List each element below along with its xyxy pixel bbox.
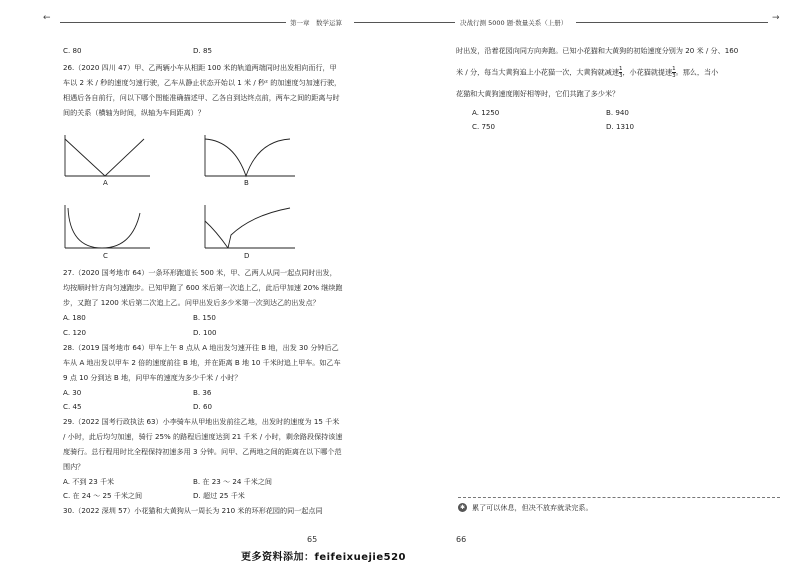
graph-a-label: A bbox=[103, 179, 108, 187]
footer-watermark: 更多资料添加：feifeixuejie520 bbox=[241, 552, 406, 563]
graph-b-label: B bbox=[244, 179, 249, 187]
graph-c-curve bbox=[68, 208, 140, 248]
book-header: 决战行测 5000 题·数量关系（上册） bbox=[460, 19, 568, 27]
encouragement-tip: 累了可以休息，但决不放弃就录完系。 bbox=[472, 503, 593, 512]
question-30-line-2 bbox=[456, 66, 718, 79]
question-30-line-2a: 米 / 分，每当大黄狗追上小花猫一次，大黄狗就减速 bbox=[456, 67, 619, 77]
q30-option-c: C. 750 bbox=[472, 122, 496, 131]
left-page bbox=[0, 0, 400, 548]
q27-option-b: B. 150 bbox=[193, 313, 216, 322]
question-27: 27.（2020 国考地市 64）一条环形跑道长 500 米，甲、乙两人从同一起点同时出发，均按顺时针方向匀速跑步。已知甲跑了 600 米后第一次追上乙，此后甲加速 20% 继续跑步，又跑了 1200 米后第二次追上乙。问甲出发后多少米第一次到达乙的出发点？ bbox=[63, 268, 343, 307]
graph-d bbox=[202, 203, 297, 253]
tip-bulb-icon: ✱ bbox=[459, 504, 466, 511]
prev-option-d: D. 85 bbox=[193, 46, 212, 55]
question-30-line-2b: ，小花猫就提速 bbox=[622, 67, 673, 77]
q29-option-b: B. 在 23 ～ 24 千米之间 bbox=[193, 477, 273, 486]
chapter-header: 第一章 数学运算 bbox=[290, 19, 342, 27]
question-28: 28.（2019 国考地市 64）甲车上午 8 点从 A 地出发匀速开往 B 地，出发 30 分钟后乙车从 A 地出发以甲车 2 倍的速度前往 B 地，并在距离 B 地 10 千米时追上甲车。如乙车 9 点 10 分到达 B 地，问甲车的速度为多少千米 / 小时？ bbox=[63, 343, 341, 382]
question-30-line-3: 花猫和大黄狗速度刚好相等时，它们共跑了多少米？ bbox=[456, 89, 620, 98]
q28-option-c: C. 45 bbox=[63, 402, 82, 411]
question-30-line-2c: 。那么，当小 bbox=[675, 67, 719, 77]
q30-option-d: D. 1310 bbox=[606, 122, 635, 131]
fraction-numerator: 1 bbox=[672, 66, 676, 72]
header-rule bbox=[354, 22, 400, 23]
q30-option-a: A. 1250 bbox=[472, 108, 500, 117]
q27-option-a: A. 180 bbox=[63, 313, 86, 322]
graph-d-curve-right bbox=[228, 208, 290, 248]
graph-a bbox=[62, 133, 152, 183]
fraction-denominator: 3 bbox=[672, 73, 676, 79]
q29-option-c: C. 在 24 ～ 25 千米之间 bbox=[63, 491, 143, 500]
q29-option-d: D. 超过 25 千米 bbox=[193, 491, 245, 500]
graph-b-curve bbox=[205, 139, 290, 176]
fraction-numerator: 1 bbox=[618, 66, 623, 72]
header-rule bbox=[400, 22, 455, 23]
graph-d-label: D bbox=[244, 252, 250, 260]
tip-divider bbox=[458, 497, 780, 498]
q28-option-d: D. 60 bbox=[193, 402, 212, 411]
graph-c-label: C bbox=[103, 252, 108, 260]
right-page bbox=[400, 0, 800, 548]
question-29: 29.（2022 国考行政执法 63）小李骑车从甲地出发前往乙地，出发时的速度为 15 千米 / 小时，此后均匀加速，骑行 25% 的路程后速度达到 21 千米 / 小时，剩余路段保持该速度骑行。总行程用时比全程保持初速多用 3 分钟。问甲、乙两地之间的距离在以下哪个范围内？ bbox=[63, 417, 343, 471]
q29-option-a: A. 不到 23 千米 bbox=[63, 477, 115, 486]
question-30-line-1: 时出发，沿着花园向同方向奔跑。已知小花猫和大黄狗的初始速度分别为 20 米 / 分、160 bbox=[456, 46, 739, 55]
forward-arrow-icon: → bbox=[772, 13, 780, 23]
question-26: 26.（2020 四川 47）甲、乙两辆小车从相距 100 米的轨道两端同时出发相向而行，甲车以 2 米 / 秒的速度匀速行驶，乙车从静止状态开始以 1 米 / 秒² 的加速度匀加速行驶，相遇后各自前行，问以下哪个图能准确描述甲、乙各自到达终点前，两车之间的距离与时间的关系（横轴为时间，纵轴为车间距离）？ bbox=[63, 63, 342, 117]
prev-option-c: C. 80 bbox=[63, 46, 82, 55]
header-rule bbox=[60, 22, 286, 23]
graph-b bbox=[202, 133, 297, 183]
header-rule bbox=[576, 22, 768, 23]
question-30-start: 30.（2022 深圳 57）小花猫和大黄狗从一周长为 210 米的环形花园的同一起点同 bbox=[63, 506, 323, 515]
q27-option-c: C. 120 bbox=[63, 328, 87, 337]
graph-d-curve-left bbox=[205, 221, 228, 248]
fraction-denominator: 3 bbox=[618, 73, 623, 79]
q28-option-b: B. 36 bbox=[193, 388, 212, 397]
page-number-left: 65 bbox=[307, 535, 318, 544]
graph-c bbox=[62, 203, 152, 253]
q28-option-a: A. 30 bbox=[63, 388, 82, 397]
graph-a-curve bbox=[65, 139, 144, 176]
q30-option-b: B. 940 bbox=[606, 108, 629, 117]
back-arrow-icon: ← bbox=[43, 13, 51, 23]
q27-option-d: D. 100 bbox=[193, 328, 217, 337]
page-number-right: 66 bbox=[456, 535, 467, 544]
